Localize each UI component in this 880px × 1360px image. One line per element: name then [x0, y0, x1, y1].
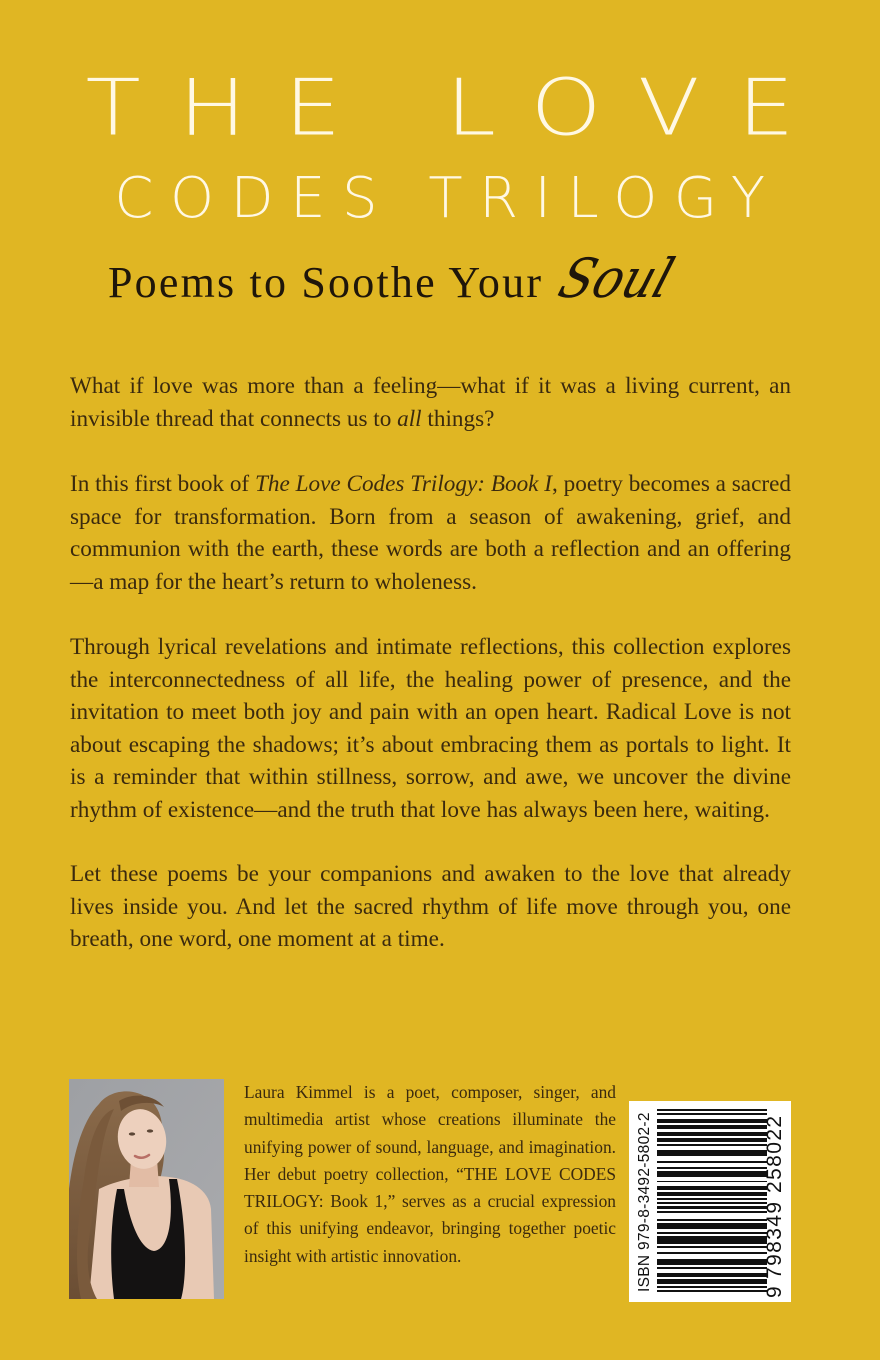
barcode-bar: [657, 1213, 767, 1215]
barcode-bar: [657, 1161, 767, 1163]
barcode-digits: [763, 1102, 787, 1298]
barcode-bar: [657, 1175, 767, 1177]
author-bio: [244, 1079, 616, 1270]
barcode-bar: [657, 1232, 767, 1234]
barcode-bar: [657, 1246, 767, 1248]
blurb-paragraph-2: [70, 468, 791, 598]
barcode-bar: [657, 1252, 767, 1254]
barcode-bar: [657, 1282, 767, 1284]
barcode-bar: [657, 1136, 767, 1138]
barcode-bar: [657, 1231, 767, 1233]
barcode-bar: [657, 1227, 767, 1229]
barcode-bar: [657, 1207, 767, 1209]
barcode-bar: [657, 1173, 767, 1175]
barcode-bar: [657, 1134, 767, 1136]
barcode-digit-lead: 9: [763, 1286, 786, 1298]
subtitle-script-word: Soul: [551, 247, 682, 310]
barcode-bar: [657, 1181, 767, 1183]
barcode-bar: [657, 1242, 767, 1244]
blurb-p1-text-end: things?: [421, 405, 495, 432]
barcode-bars: [657, 1109, 767, 1292]
barcode-bar: [657, 1273, 767, 1275]
blurb-paragraph-3: Through lyrical revelations and intimate reflections, this collection explores the interconnectedness of all life, the healing power of presence, and the invitation to meet both joy and pain with an open heart. Radical Love is not about escaping the shadows; it’s about embracing them as portals to light. It is a reminder that within stillness, sorrow, and awe, we uncover the divine rhythm of existence—and the truth that love has always been here, waiting.: [70, 634, 791, 823]
author-bio-text: Laura Kimmel is a poet, composer, singer, and multimedia artist whose creations illuminate the unifying power of sound, language, and imagination. Her debut poetry collection, “THE LOVE CODES TRILOGY: Book 1,” serves as a crucial expression of this unifying endeavor, bringing together poetic insight with artistic innovation.: [244, 1082, 616, 1266]
blurb-p1-emphasis: all: [397, 405, 422, 432]
barcode-bar: [657, 1277, 767, 1279]
title-line-1: THE LOVE: [85, 63, 833, 154]
title-line-2: CODES TRILOGY: [114, 166, 782, 231]
blurb-paragraph-1: [70, 370, 791, 435]
barcode-bar: [657, 1257, 767, 1259]
barcode-bar: [657, 1234, 767, 1236]
barcode-bar: [657, 1148, 767, 1150]
barcode-bar: [657, 1200, 767, 1202]
barcode-bar: [657, 1109, 767, 1111]
barcode-bar: [657, 1215, 767, 1217]
barcode-bar: [657, 1157, 767, 1159]
isbn-label: ISBN 979-8-3492-5802-2: [636, 1112, 653, 1292]
barcode-bar: [657, 1140, 767, 1142]
barcode-bar: [657, 1111, 767, 1113]
barcode-bar: [657, 1186, 767, 1188]
barcode-bar: [657, 1198, 767, 1200]
barcode-bar: [657, 1177, 767, 1179]
barcode-digit-group-2: 258022: [763, 1114, 786, 1193]
barcode-bar: [657, 1279, 767, 1281]
barcode-bar: [657, 1179, 767, 1181]
barcode-bar: [657, 1271, 767, 1273]
barcode-bar: [657, 1146, 767, 1148]
barcode-bar: [657, 1265, 767, 1267]
barcode-bar: [657, 1194, 767, 1196]
barcode-bar: [657, 1190, 767, 1192]
barcode-bar: [657, 1275, 767, 1277]
barcode-bar: [657, 1263, 767, 1265]
barcode-bar: [657, 1202, 767, 1204]
barcode-bar: [657, 1236, 767, 1238]
barcode-bar: [657, 1167, 767, 1169]
blurb-paragraph-4: Let these poems be your companions and awaken to the love that already lives inside you. And let the sacred rhythm of life move through you, one breath, one word, one moment at a time.: [70, 861, 791, 952]
barcode-bar: [657, 1209, 767, 1211]
barcode-bar: [657, 1156, 767, 1158]
barcode-bar: [657, 1229, 767, 1231]
barcode-bar: [657, 1192, 767, 1194]
barcode-bar: [657, 1238, 767, 1240]
barcode-bar: [657, 1129, 767, 1131]
barcode-bar: [657, 1217, 767, 1219]
barcode-bar: [657, 1223, 767, 1225]
barcode-bar: [657, 1280, 767, 1282]
barcode-bar: [657, 1113, 767, 1115]
barcode-bar: [657, 1206, 767, 1208]
blurb-p1-text: What if love was more than a feeling—what if it was a living current, an invisible thread that connects us to: [70, 373, 791, 432]
barcode-bar: [657, 1254, 767, 1256]
barcode-bar: [657, 1184, 767, 1186]
barcode-bar: [657, 1165, 767, 1167]
barcode-bar: [657, 1290, 767, 1292]
isbn-barcode: [629, 1101, 791, 1302]
barcode-bar: [657, 1188, 767, 1190]
barcode-bar: [657, 1196, 767, 1198]
barcode-bar: [657, 1250, 767, 1252]
barcode-bar: [657, 1127, 767, 1129]
barcode-bar: [657, 1144, 767, 1146]
barcode-bar: [657, 1221, 767, 1223]
barcode-bar: [657, 1255, 767, 1257]
barcode-bar: [657, 1269, 767, 1271]
barcode-bar: [657, 1169, 767, 1171]
barcode-bar: [657, 1121, 767, 1123]
author-photo: [69, 1079, 224, 1299]
barcode-bar: [657, 1119, 767, 1121]
barcode-bar: [657, 1150, 767, 1152]
barcode-bar: [657, 1163, 767, 1165]
barcode-bar: [657, 1123, 767, 1125]
barcode-bar: [657, 1159, 767, 1161]
barcode-bar: [657, 1152, 767, 1154]
barcode-bar: [657, 1259, 767, 1261]
barcode-bar: [657, 1131, 767, 1133]
barcode-bar: [657, 1267, 767, 1269]
barcode-bar: [657, 1240, 767, 1242]
barcode-bar: [657, 1117, 767, 1119]
barcode-bar: [657, 1244, 767, 1246]
barcode-bar: [657, 1154, 767, 1156]
author-portrait-illustration: [69, 1079, 224, 1299]
barcode-bar: [657, 1284, 767, 1286]
barcode-bar: [657, 1132, 767, 1134]
barcode-bar: [657, 1125, 767, 1127]
barcode-bar: [657, 1142, 767, 1144]
barcode-bar: [657, 1248, 767, 1250]
blurb-p2-book-title: The Love Codes Trilogy: Book I: [254, 471, 553, 497]
blurb-p2-text-end: , poetry becomes a sacred space for transformation. Born from a season of awakening, grief, and communion with the earth, these words are both a reflection and an offering—a map for the heart’s return to wholeness.: [70, 471, 791, 595]
barcode-digit-group-1: 798349: [763, 1200, 786, 1279]
barcode-bar: [657, 1211, 767, 1213]
barcode-bar: [657, 1288, 767, 1290]
barcode-bar: [657, 1204, 767, 1206]
barcode-bar: [657, 1182, 767, 1184]
barcode-bar: [657, 1225, 767, 1227]
subtitle-text: Poems to Soothe Your: [108, 258, 544, 307]
barcode-bar: [657, 1219, 767, 1221]
barcode-bar: [657, 1261, 767, 1263]
back-cover-blurb: [70, 370, 791, 989]
barcode-bar: [657, 1115, 767, 1117]
barcode-rotated-group: [629, 1101, 791, 1302]
barcode-bar: [657, 1138, 767, 1140]
barcode-bar: [657, 1286, 767, 1288]
subtitle: [108, 247, 682, 310]
blurb-p2-text: In this first book of: [70, 471, 255, 497]
barcode-bar: [657, 1171, 767, 1173]
